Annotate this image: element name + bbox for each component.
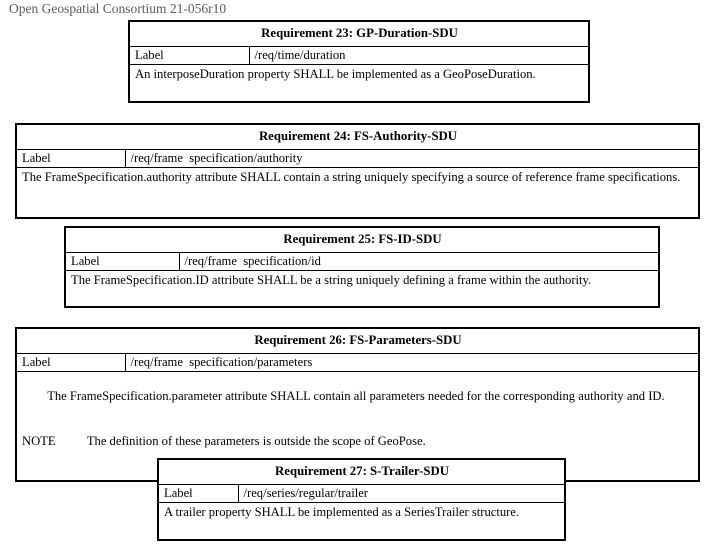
requirement-note: NOTE The definition of these parameters is outside the scope of GeoPose. [22, 434, 426, 448]
requirement-statement: An interposeDuration property SHALL be implemented as a GeoPoseDuration. [129, 65, 589, 103]
table-row-label [16, 150, 699, 168]
table-row-title [158, 459, 565, 485]
requirement-table-req-25 [64, 226, 660, 308]
label-field-name: Label [16, 150, 125, 168]
table-row-body [65, 271, 659, 308]
table-row-label [65, 253, 659, 271]
requirement-statement: A trailer property SHALL be implemented as a SeriesTrailer structure. [158, 503, 565, 541]
table-row-title [16, 124, 699, 150]
label-field-name: Label [65, 253, 179, 271]
requirement-title: Requirement 23: GP-Duration-SDU [129, 21, 589, 47]
label-field-value: /req/frame specification/authority [125, 150, 699, 168]
requirement-title: Requirement 24: FS-Authority-SDU [16, 124, 699, 150]
table-row-label [158, 485, 565, 503]
requirement-table-req-23 [128, 20, 590, 103]
table-row-title [65, 227, 659, 253]
requirement-statement: The FrameSpecification.ID attribute SHALL be a string uniquely defining a frame within the authority. [65, 271, 659, 308]
requirement-table-req-24 [15, 123, 700, 219]
label-field-value: /req/frame specification/parameters [125, 354, 699, 372]
table-row-body [158, 503, 565, 541]
requirement-table-req-27 [157, 458, 566, 541]
label-field-value: /req/time/duration [249, 47, 589, 65]
requirement-title: Requirement 27: S-Trailer-SDU [158, 459, 565, 485]
table-row-title [129, 21, 589, 47]
requirement-statement: The FrameSpecification.authority attribute SHALL contain a string uniquely specifying a source of reference frame specifications. [16, 168, 699, 219]
table-row-title [16, 328, 699, 354]
requirement-title: Requirement 25: FS-ID-SDU [65, 227, 659, 253]
table-row-body [129, 65, 589, 103]
label-field-value: /req/series/regular/trailer [238, 485, 565, 503]
table-row-label [129, 47, 589, 65]
table-row-label [16, 354, 699, 372]
table-row-body [16, 168, 699, 219]
label-field-name: Label [16, 354, 125, 372]
requirement-statement: The FrameSpecification.parameter attribute SHALL contain all parameters needed for the corresponding authority and ID. [47, 389, 665, 403]
requirement-title: Requirement 26: FS-Parameters-SDU [16, 328, 699, 354]
label-field-value: /req/frame specification/id [179, 253, 659, 271]
label-field-name: Label [129, 47, 249, 65]
document-header: Open Geospatial Consortium 21-056r10 [9, 1, 227, 16]
label-field-name: Label [158, 485, 238, 503]
